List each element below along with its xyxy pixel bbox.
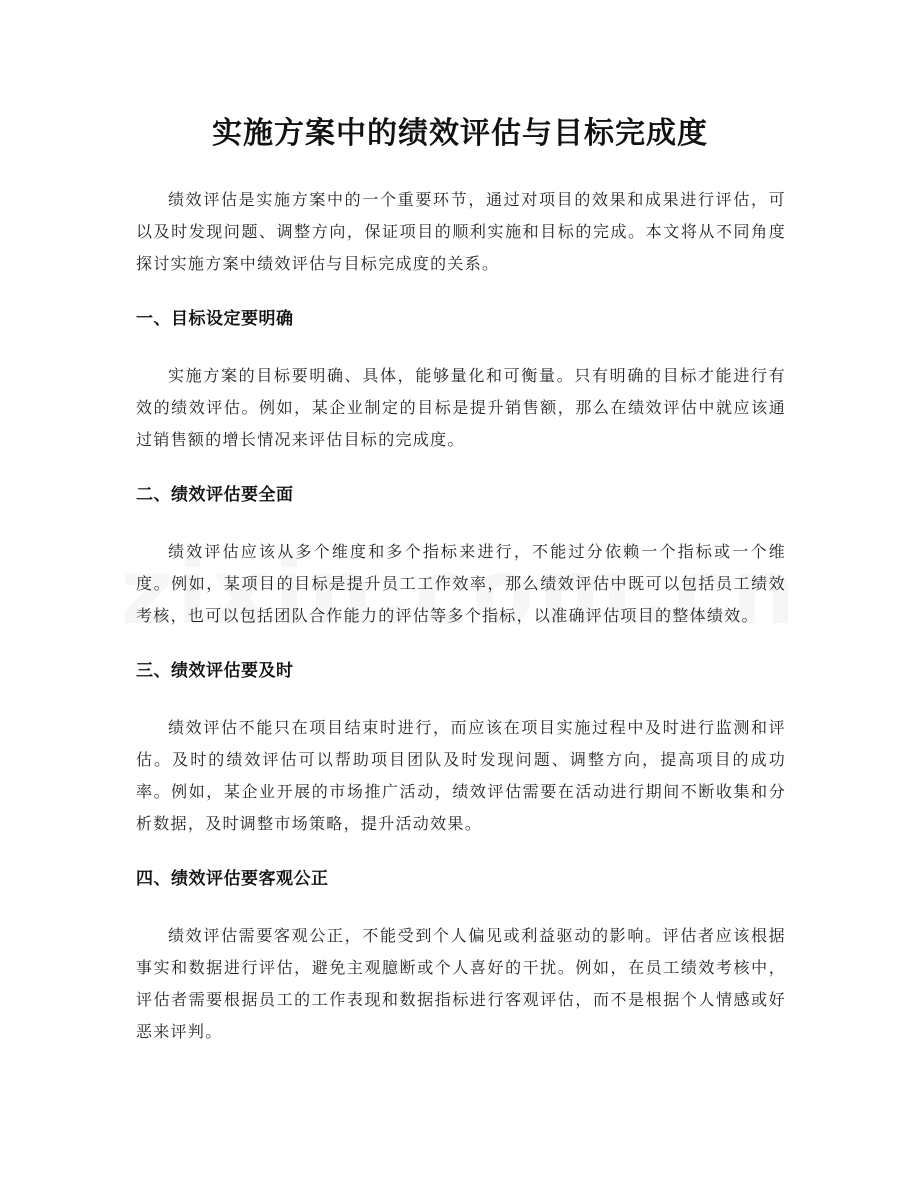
section-heading-3: 三、绩效评估要及时 [136, 661, 294, 681]
page-title: 实施方案中的绩效评估与目标完成度 [212, 116, 708, 151]
section-paragraph-4: 绩效评估需要客观公正，不能受到个人偏见或利益驱动的影响。评估者应该根据事实和数据进行评估，避免主观臆断或个人喜好的干扰。例如，在员工绩效考核中，评估者需要根据员工的工作表现和数据指标进行客观评估，而不是根据个人情感或好恶来评判。 [136, 926, 786, 1041]
document-body [136, 184, 786, 1048]
section-paragraph-2: 绩效评估应该从多个维度和多个指标来进行，不能过分依赖一个指标或一个维度。例如，某项目的目标是提升员工工作效率，那么绩效评估中既可以包括员工绩效考核，也可以包括团队合作能力的评估等多个指标，以准确评估项目的整体绩效。 [136, 542, 786, 625]
section-paragraph-1: 实施方案的目标要明确、具体，能够量化和可衡量。只有明确的目标才能进行有效的绩效评估。例如，某企业制定的目标是提升销售额，那么在绩效评估中就应该通过销售额的增长情况来评估目标的完成度。 [136, 366, 786, 449]
section-paragraph-3: 绩效评估不能只在项目结束时进行，而应该在项目实施过程中及时进行监测和评估。及时的绩效评估可以帮助项目团队及时发现问题、调整方向，提高项目的成功率。例如，某企业开展的市场推广活动，绩效评估需要在活动进行期间不断收集和分析数据，及时调整市场策略，提升活动效果。 [136, 718, 786, 833]
section-heading-4: 四、绩效评估要客观公正 [136, 869, 329, 889]
section-heading-2: 二、绩效评估要全面 [136, 485, 294, 505]
section-heading-1: 一、目标设定要明确 [136, 309, 294, 329]
intro-paragraph: 绩效评估是实施方案中的一个重要环节，通过对项目的效果和成果进行评估，可以及时发现问题、调整方向，保证项目的顺利实施和目标的完成。本文将从不同角度探讨实施方案中绩效评估与目标完成度的关系。 [136, 190, 786, 273]
